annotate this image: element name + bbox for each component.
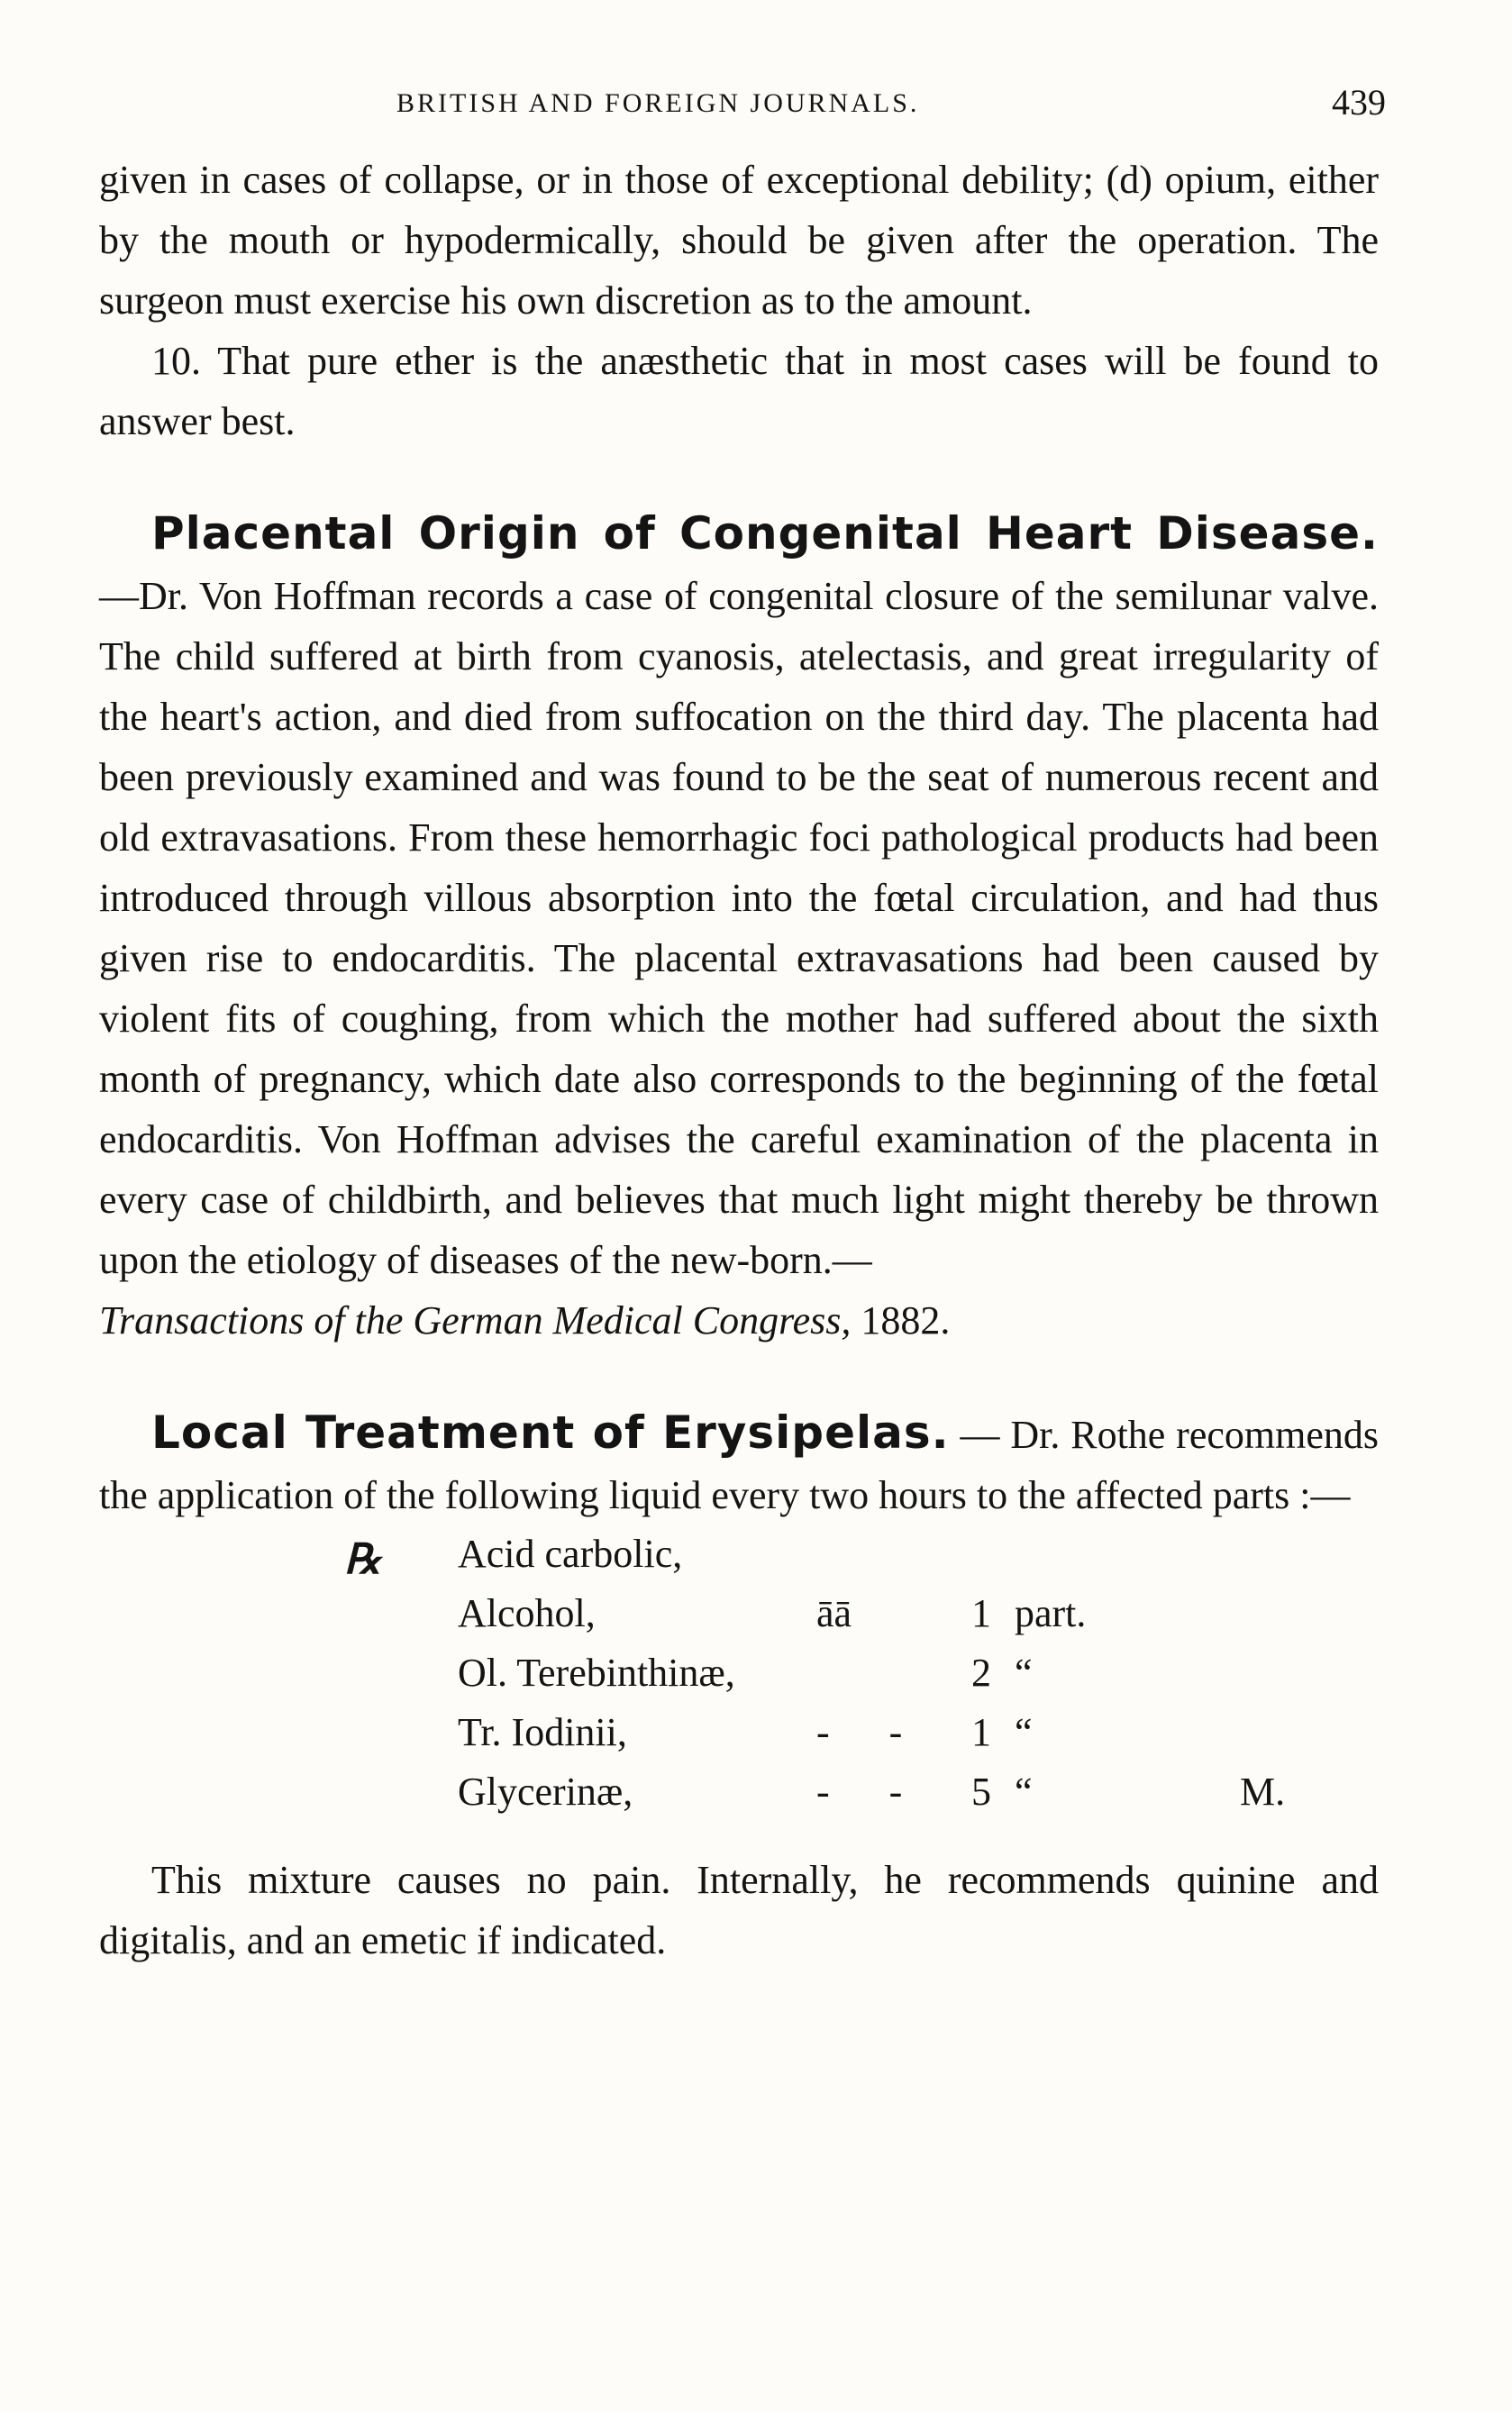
- article-placental-origin: [99, 504, 1379, 1351]
- misce-mark: M.: [1240, 1770, 1286, 1814]
- ingredient-name: Ol. Terebinthinæ,: [458, 1651, 735, 1695]
- ingredient-quantity: 1: [971, 1591, 991, 1635]
- rx-symbol: ℞: [344, 1536, 382, 1582]
- formula-row: [99, 1709, 1379, 1769]
- citation-year: 1882.: [851, 1298, 951, 1343]
- point-10-paragraph: 10. That pure ether is the anæsthetic that in most cases will be found to answer best.: [99, 339, 1379, 443]
- ingredient-quantity: 1: [971, 1710, 991, 1754]
- formula-row: [99, 1650, 1379, 1709]
- article-body: —Dr. Von Hoffman records a case of congenital closure of the semilunar valve. The child suffered at birth from cyanosis, atelectasis, and great irregularity of the heart's action, and died from suffocation on the third day. The placenta had been previously examined and was found to be the seat of numerous recent and old extravasations. From these hemorrhagic foci pathological products had been introduced through villous absorption into the fœtal circulation, and had thus given rise to endocarditis. The placental extravasations had been caused by violent fits of coughing, from which the mother had suffered about the sixth month of pregnancy, which date also corresponds to the beginning of the fœtal endocarditis. Von Hoffman advises the careful examination of the placenta in every case of childbirth, and believes that much light might thereby be thrown upon the etiology of diseases of the new-born.—: [99, 574, 1379, 1282]
- prescription-formula: [99, 1531, 1379, 1828]
- ingredient-quantity: 5: [971, 1770, 991, 1814]
- article-lead: — Dr. Rothe recommends the application of the following liquid every two hours to the affected parts :—: [99, 1413, 1379, 1517]
- page-number: 439: [1332, 82, 1386, 123]
- citation: Transactions of the German Medical Congress,: [99, 1298, 852, 1343]
- ingredient-mark: āā: [816, 1591, 852, 1635]
- article-title: Placental Origin of Congenital Heart Disease.: [151, 507, 1379, 560]
- ingredient-name: Alcohol,: [458, 1591, 596, 1635]
- ingredient-name: Acid carbolic,: [458, 1532, 683, 1576]
- closing-paragraph: This mixture causes no pain. Internally, he recommends quinine and digitalis, and an emetic if indicated.: [99, 1858, 1379, 1962]
- ingredient-unit: part.: [1015, 1591, 1087, 1635]
- formula-row: [99, 1769, 1379, 1828]
- ingredient-name: Glycerinæ,: [458, 1770, 633, 1814]
- formula-row: [99, 1531, 1379, 1590]
- running-head: BRITISH AND FOREIGN JOURNALS.: [396, 88, 920, 118]
- ingredient-name: Tr. Iodinii,: [458, 1710, 627, 1754]
- ingredient-mark: - -: [816, 1770, 903, 1814]
- ingredient-quantity: 2: [971, 1651, 991, 1695]
- article-title: Local Treatment of Erysipelas.: [151, 1406, 950, 1459]
- continuation-paragraph: given in cases of collapse, or in those of exceptional debility; (d) opium, either by the mouth or hypodermically, should be given after the operation. The surgeon must exercise his own discretion as to the amount.: [99, 158, 1379, 323]
- ingredient-unit: “: [1015, 1710, 1033, 1754]
- page: [99, 81, 1386, 1971]
- formula-row: [99, 1590, 1379, 1650]
- article-erysipelas: [99, 1403, 1379, 1525]
- ingredient-mark: - -: [816, 1710, 903, 1754]
- ingredient-unit: “: [1015, 1651, 1033, 1695]
- ingredient-unit: “: [1015, 1770, 1033, 1814]
- page-header: [99, 81, 1386, 135]
